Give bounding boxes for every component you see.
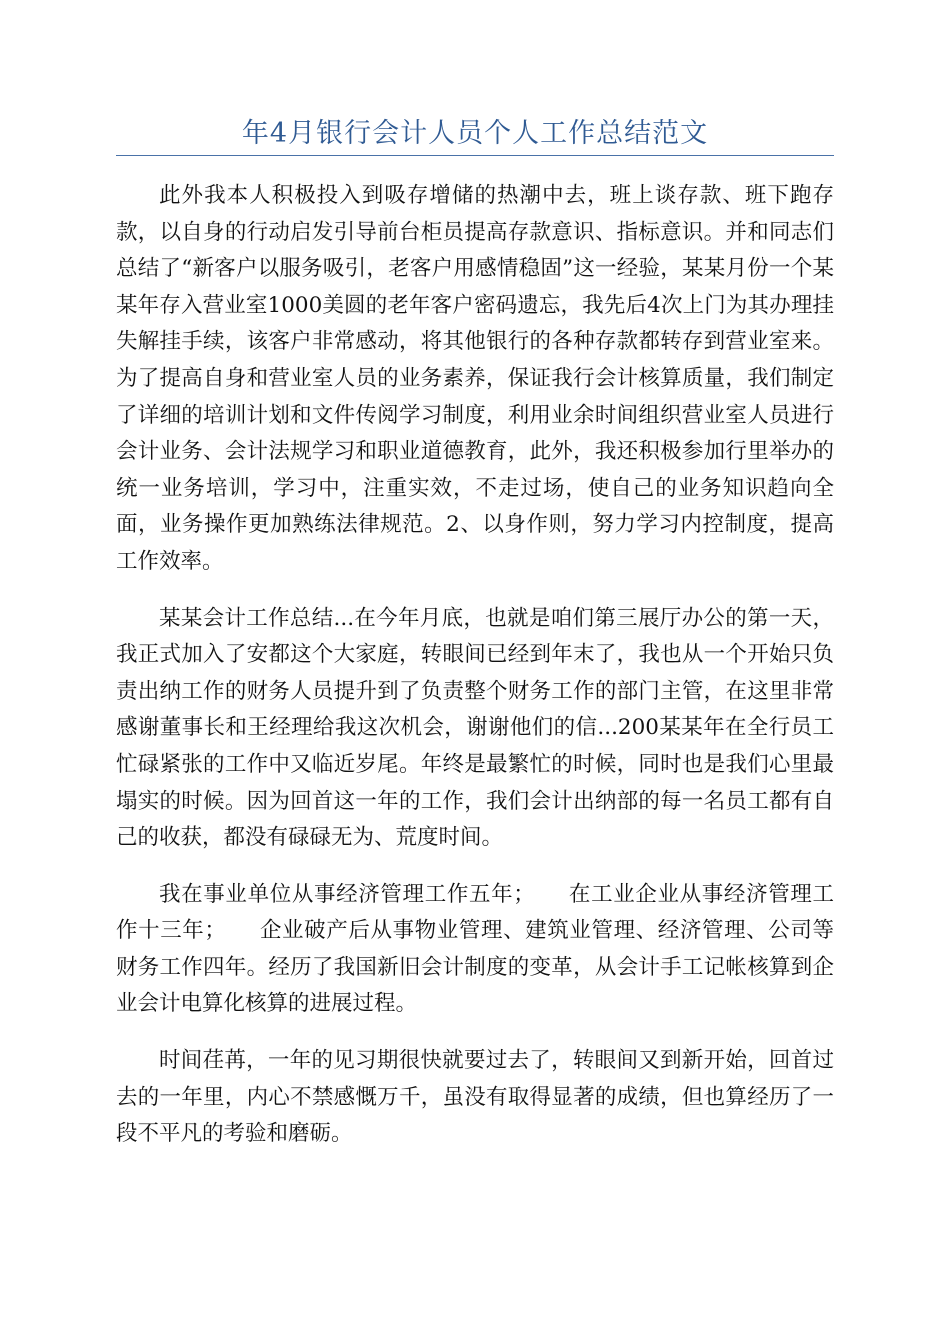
document-body [116,178,834,1173]
paragraph: 时间荏苒，一年的见习期很快就要过去了，转眼间又到新开始，回首过去的一年里，内心不禁感慨万千，虽没有取得显著的成绩，但也算经历了一段不平凡的考验和磨砺。 [116,1048,834,1147]
paragraph: 我在事业单位从事经济管理工作五年； 在工业企业从事经济管理工作十三年； 企业破产后从事物业管理、建筑业管理、经济管理、公司等财务工作四年。经历了我国新旧会计制度的变革，从会计手工记帐核算到企业会计电算化核算的进展过程。 [116,881,834,1017]
paragraph: 某某会计工作总结...在今年月底，也就是咱们第三展厅办公的第一天，我正式加入了安都这个大家庭，转眼间已经到年末了，我也从一个开始只负责出纳工作的财务人员提升到了负责整个财务工作的部门主管，在这里非常感谢董事长和王经理给我这次机会，谢谢他们的信...200某某年在全行员工忙碌紧张的工作中又临近岁尾。年终是最繁忙的时候，同时也是我们心里最塌实的时候。因为回首这一年的工作，我们会计出纳部的每一名员工都有自己的收获，都没有碌碌无为、荒度时间。 [116,605,834,851]
title-underline [116,155,834,156]
document-title: 年4月银行会计人员个人工作总结范文 [241,118,709,149]
paragraph: 此外我本人积极投入到吸存增储的热潮中去，班上谈存款、班下跑存款，以自身的行动启发引导前台柜员提高存款意识、指标意识。并和同志们总结了“新客户以服务吸引，老客户用感情稳固”这一经验，某某月份一个某某年存入营业室1000美圆的老年客户密码遗忘，我先后4次上门为其办理挂失解挂手续，该客户非常感动，将其他银行的各种存款都转存到营业室来。为了提高自身和营业室人员的业务素养，保证我行会计核算质量，我们制定了详细的培训计划和文件传阅学习制度，利用业余时间组织营业室人员进行会计业务、会计法规学习和职业道德教育，此外，我还积极参加行里举办的统一业务培训，学习中，注重实效，不走过场，使自己的业务知识趋向全面，业务操作更加熟练法律规范。2、以身作则，努力学习内控制度，提高工作效率。 [116,183,834,574]
